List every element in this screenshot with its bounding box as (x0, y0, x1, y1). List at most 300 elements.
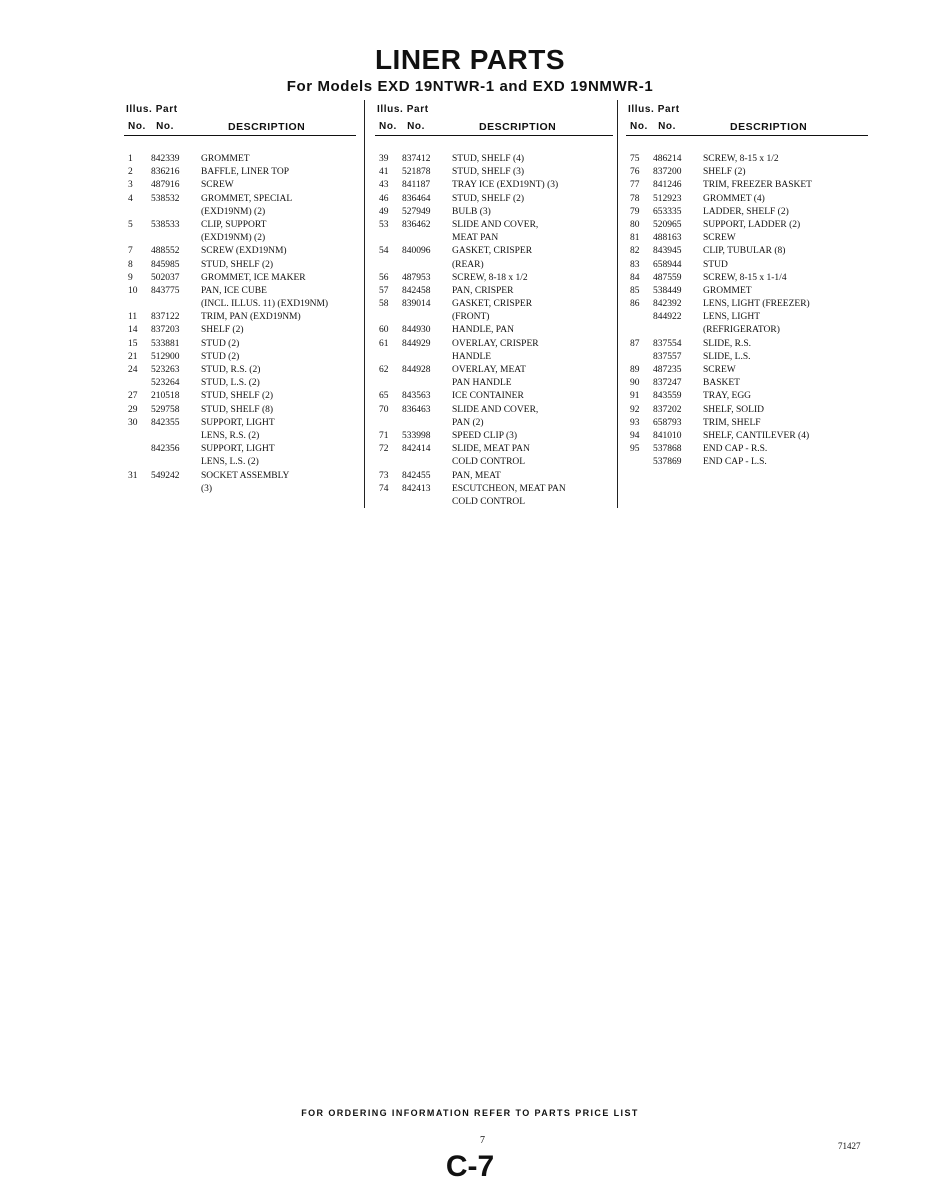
table-row (626, 364, 868, 377)
illus-number: 60 (379, 325, 389, 336)
part-description: (REAR) (452, 259, 484, 270)
part-number: 533998 (402, 430, 431, 441)
part-number: 538533 (151, 219, 180, 230)
part-number: 837247 (653, 378, 682, 389)
table-row (626, 443, 868, 456)
part-number: 487235 (653, 365, 682, 375)
part-description: CLIP, TUBULAR (8) (703, 246, 786, 257)
part-number: 529758 (151, 404, 180, 415)
part-number: 842339 (151, 154, 180, 164)
description-header: DESCRIPTION (228, 121, 306, 133)
part-number: 486214 (653, 154, 682, 164)
part-number: 488163 (653, 233, 682, 244)
table-row (375, 364, 613, 377)
illus-number: 78 (630, 193, 640, 204)
part-number: 839014 (402, 299, 431, 310)
part-number: 653335 (653, 206, 682, 217)
part-number: 837203 (151, 325, 180, 336)
part-description: (3) (201, 483, 213, 494)
table-row (375, 206, 613, 219)
ordering-note: FOR ORDERING INFORMATION REFER TO PARTS PRICE LIST (301, 1108, 639, 1118)
illus-number: 81 (630, 233, 640, 244)
part-description: (EXD19NM) (2) (201, 206, 266, 217)
parts-list (626, 153, 868, 470)
part-description: PAN (2) (452, 417, 484, 428)
part-number: 533881 (151, 338, 180, 349)
part-number: 844930 (402, 325, 431, 336)
part-description: TRIM, FREEZER BASKET (703, 180, 812, 191)
illus-number: 73 (379, 470, 389, 481)
table-row (124, 193, 356, 206)
table-row (124, 245, 356, 258)
part-number: 521878 (402, 167, 431, 178)
illus-number: 53 (379, 219, 389, 230)
table-row (626, 259, 868, 272)
part-number: 842392 (653, 299, 682, 310)
illus-number: 91 (630, 391, 640, 402)
part-number: 537868 (653, 444, 682, 455)
part-description: STUD, L.S. (2) (201, 378, 260, 389)
part-number: 549242 (151, 470, 180, 481)
part-description: (FRONT) (452, 312, 490, 323)
table-row (375, 179, 613, 192)
part-description: MEAT PAN (452, 233, 499, 244)
table-row (375, 232, 613, 245)
column-divider (617, 100, 618, 508)
part-number: 537869 (653, 457, 682, 468)
part-number: 210518 (151, 391, 180, 402)
table-row (124, 324, 356, 337)
table-row (626, 219, 868, 232)
part-number: 842413 (402, 483, 431, 494)
illus-number: 10 (128, 285, 138, 296)
part-description: GROMMET (4) (703, 193, 765, 204)
part-description: SHELF (2) (201, 325, 244, 336)
part-number: 843775 (151, 285, 180, 296)
part-number: 842414 (402, 444, 431, 455)
illus-number: 76 (630, 167, 640, 178)
table-row (626, 430, 868, 443)
table-row (124, 443, 356, 456)
table-row (626, 179, 868, 192)
part-number: 512923 (653, 193, 682, 204)
part-description: LADDER, SHELF (2) (703, 206, 789, 217)
table-row (375, 404, 613, 417)
part-no-header: No. (156, 121, 174, 132)
parts-list (124, 153, 356, 496)
part-number: 836464 (402, 193, 431, 204)
illus-number: 56 (379, 272, 389, 283)
table-row (626, 232, 868, 245)
table-row (626, 351, 868, 364)
part-description: STUD, SHELF (8) (201, 404, 274, 415)
part-description: GROMMET, SPECIAL (201, 193, 293, 204)
part-number: 527949 (402, 206, 431, 217)
illus-number: 83 (630, 259, 640, 270)
page-title: LINER PARTS (374, 44, 566, 75)
part-description: GROMMET (201, 154, 250, 164)
part-number: 844929 (402, 338, 431, 349)
part-description: BASKET (703, 378, 740, 389)
illus-number: 95 (630, 444, 640, 455)
table-row (124, 285, 356, 298)
illus-number: 3 (128, 180, 133, 191)
part-number: 658793 (653, 417, 682, 428)
part-description: PAN, ICE CUBE (201, 285, 267, 296)
part-description: SCREW (703, 233, 736, 244)
table-row (626, 272, 868, 285)
part-description: PAN, CRISPER (452, 285, 514, 296)
part-description: COLD CONTROL (452, 457, 526, 468)
part-description: LENS, R.S. (2) (201, 430, 260, 441)
part-description: STUD, SHELF (3) (452, 167, 525, 178)
section-label: C-7 (445, 1150, 495, 1183)
table-row (626, 377, 868, 390)
part-description: (EXD19NM) (2) (201, 233, 266, 244)
part-number: 538532 (151, 193, 180, 204)
table-row (124, 483, 356, 496)
part-number: 840096 (402, 246, 431, 257)
illus-number: 77 (630, 180, 640, 191)
column-header (626, 101, 868, 136)
table-row (124, 272, 356, 285)
table-row (375, 377, 613, 390)
illus-number: 8 (128, 259, 133, 270)
illus-number: 43 (379, 180, 389, 191)
column-header (375, 101, 613, 136)
part-number: 836462 (402, 219, 431, 230)
part-number: 837122 (151, 312, 180, 323)
part-description: TRIM, SHELF (703, 417, 761, 428)
part-number: 845985 (151, 259, 180, 270)
illus-number: 65 (379, 391, 389, 402)
table-row (124, 153, 356, 166)
table-row (626, 390, 868, 403)
illus-number: 54 (379, 246, 389, 257)
illus-no-header: No. (379, 121, 397, 132)
table-row (124, 390, 356, 403)
table-row (375, 417, 613, 430)
part-description: BULB (3) (452, 206, 491, 217)
table-row (375, 496, 613, 509)
table-row (375, 483, 613, 496)
illus-number: 72 (379, 444, 389, 455)
table-row (124, 311, 356, 324)
table-row (626, 193, 868, 206)
table-row (626, 206, 868, 219)
part-number: 520965 (653, 219, 682, 230)
illus-header: Illus. (126, 104, 153, 115)
table-row (375, 166, 613, 179)
illus-number: 1 (128, 154, 133, 164)
table-row (124, 417, 356, 430)
table-row (375, 311, 613, 324)
illus-number: 82 (630, 246, 640, 257)
part-number: 837200 (653, 167, 682, 178)
part-description: SUPPORT, LIGHT (201, 417, 275, 428)
illus-no-header: No. (630, 121, 648, 132)
table-row (375, 298, 613, 311)
table-row (626, 338, 868, 351)
illus-number: 75 (630, 154, 640, 164)
illus-number: 14 (128, 325, 138, 336)
illus-number: 86 (630, 299, 640, 310)
part-no-header: No. (658, 121, 676, 132)
table-row (124, 404, 356, 417)
part-header: Part (406, 104, 429, 115)
table-row (375, 390, 613, 403)
parts-list (375, 153, 613, 509)
table-row (375, 470, 613, 483)
table-row (375, 153, 613, 166)
part-description: LENS, L.S. (2) (201, 457, 259, 468)
illus-header: Illus. (628, 104, 655, 115)
part-description: STUD, SHELF (2) (452, 193, 525, 204)
part-number: 658944 (653, 259, 682, 270)
part-description: HANDLE (452, 351, 492, 362)
part-description: TRIM, PAN (EXD19NM) (201, 312, 301, 323)
part-description: TRAY, EGG (703, 391, 752, 402)
part-description: SUPPORT, LIGHT (201, 444, 275, 455)
part-description: SUPPORT, LADDER (2) (703, 219, 801, 230)
part-number: 837412 (402, 154, 431, 164)
table-row (124, 470, 356, 483)
table-row (626, 245, 868, 258)
part-number: 512900 (151, 351, 180, 362)
illus-number: 84 (630, 272, 640, 283)
part-description: END CAP - L.S. (703, 457, 767, 468)
illus-number: 39 (379, 154, 389, 164)
illus-number: 49 (379, 206, 389, 217)
part-description: CLIP, SUPPORT (201, 219, 267, 230)
table-row (375, 272, 613, 285)
table-row (375, 324, 613, 337)
table-row (124, 259, 356, 272)
table-row (626, 404, 868, 417)
part-number: 523264 (151, 378, 180, 389)
part-description: SCREW, 8-18 x 1/2 (452, 272, 528, 283)
illus-number: 5 (128, 219, 133, 230)
part-number: 842455 (402, 470, 431, 481)
part-number: 843559 (653, 391, 682, 402)
table-row (375, 351, 613, 364)
column-header (124, 101, 356, 136)
parts-column-3 (626, 101, 868, 470)
illus-number: 24 (128, 365, 138, 375)
illus-number: 58 (379, 299, 389, 310)
illus-number: 90 (630, 378, 640, 389)
illus-number: 9 (128, 272, 133, 283)
part-number: 836463 (402, 404, 431, 415)
table-row (375, 285, 613, 298)
table-row (375, 338, 613, 351)
table-row (124, 206, 356, 219)
illus-number: 27 (128, 391, 138, 402)
table-row (375, 219, 613, 232)
table-row (124, 232, 356, 245)
part-description: (REFRIGERATOR) (703, 325, 780, 336)
table-row (626, 285, 868, 298)
part-description: PAN HANDLE (452, 378, 512, 389)
part-description: (INCL. ILLUS. 11) (EXD19NM) (201, 299, 329, 310)
table-row (124, 219, 356, 232)
part-description: GROMMET (703, 285, 752, 296)
part-description: TRAY ICE (EXD19NT) (3) (452, 180, 559, 191)
part-description: LENS, LIGHT (703, 312, 760, 323)
description-header: DESCRIPTION (730, 121, 808, 133)
illus-header: Illus. (377, 104, 404, 115)
part-description: LENS, LIGHT (FREEZER) (703, 299, 810, 310)
table-row (124, 298, 356, 311)
part-description: STUD, SHELF (2) (201, 259, 274, 270)
table-row (124, 377, 356, 390)
part-description: ESCUTCHEON, MEAT PAN (452, 483, 566, 494)
page-subtitle: For Models EXD 19NTWR-1 and EXD 19NMWR-1 (286, 78, 654, 95)
illus-number: 89 (630, 365, 640, 375)
part-header: Part (155, 104, 178, 115)
table-row (626, 298, 868, 311)
part-number: 837554 (653, 338, 682, 349)
illus-number: 80 (630, 219, 640, 230)
part-number: 523263 (151, 365, 180, 375)
illus-number: 11 (128, 312, 138, 323)
page-number: 7 (480, 1135, 485, 1146)
table-row (375, 443, 613, 456)
part-description: SCREW (EXD19NM) (201, 246, 287, 257)
illus-number: 94 (630, 430, 640, 441)
part-header: Part (657, 104, 680, 115)
part-description: STUD, SHELF (2) (201, 391, 274, 402)
part-description: SLIDE, L.S. (703, 351, 751, 362)
part-number: 843563 (402, 391, 431, 402)
illus-number: 61 (379, 338, 389, 349)
part-description: STUD, R.S. (2) (201, 365, 261, 375)
part-description: SLIDE AND COVER, (452, 219, 539, 230)
illus-number: 79 (630, 206, 640, 217)
part-number: 488552 (151, 246, 180, 257)
part-description: COLD CONTROL (452, 496, 526, 507)
part-description: HANDLE, PAN (452, 325, 514, 336)
illus-number: 31 (128, 470, 138, 481)
part-description: SCREW (201, 180, 234, 191)
part-number: 842458 (402, 285, 431, 296)
part-number: 487559 (653, 272, 682, 283)
part-description: END CAP - R.S. (703, 444, 768, 455)
illus-number: 29 (128, 404, 138, 415)
part-description: SLIDE AND COVER, (452, 404, 539, 415)
part-description: SOCKET ASSEMBLY (201, 470, 290, 481)
part-description: SHELF (2) (703, 167, 746, 178)
part-description: SHELF, SOLID (703, 404, 764, 415)
part-number: 837202 (653, 404, 682, 415)
illus-number: 87 (630, 338, 640, 349)
part-description: SPEED CLIP (3) (452, 430, 518, 441)
part-description: SLIDE, MEAT PAN (452, 444, 530, 455)
table-row (124, 456, 356, 469)
illus-number: 85 (630, 285, 640, 296)
table-row (124, 338, 356, 351)
description-header: DESCRIPTION (479, 121, 557, 133)
part-number: 836216 (151, 167, 180, 178)
part-number: 841010 (653, 430, 682, 441)
part-description: SCREW, 8-15 x 1-1/4 (703, 272, 787, 283)
illus-number: 2 (128, 167, 133, 178)
illus-number: 4 (128, 193, 133, 204)
part-number: 842355 (151, 417, 180, 428)
table-row (124, 166, 356, 179)
parts-column-1 (124, 101, 356, 496)
table-row (124, 351, 356, 364)
table-row (626, 153, 868, 166)
illus-number: 93 (630, 417, 640, 428)
table-row (375, 456, 613, 469)
illus-number: 21 (128, 351, 138, 362)
document-code: 71427 (838, 1141, 861, 1151)
part-description: SHELF, CANTILEVER (4) (703, 430, 810, 441)
part-description: SCREW, 8-15 x 1/2 (703, 154, 779, 164)
illus-number: 41 (379, 167, 389, 178)
part-number: 843945 (653, 246, 682, 257)
table-row (375, 430, 613, 443)
part-description: OVERLAY, CRISPER (452, 338, 539, 349)
part-number: 487916 (151, 180, 180, 191)
part-description: OVERLAY, MEAT (452, 365, 526, 375)
illus-number: 70 (379, 404, 389, 415)
column-divider (364, 100, 365, 508)
part-description: STUD (703, 259, 728, 270)
table-row (124, 364, 356, 377)
illus-number: 62 (379, 365, 389, 375)
illus-number: 30 (128, 417, 138, 428)
table-row (626, 311, 868, 324)
part-description: GROMMET, ICE MAKER (201, 272, 306, 283)
table-row (375, 259, 613, 272)
part-description: BAFFLE, LINER TOP (201, 167, 290, 178)
table-row (124, 430, 356, 443)
part-description: STUD (2) (201, 351, 240, 362)
illus-no-header: No. (128, 121, 146, 132)
part-number: 841246 (653, 180, 682, 191)
part-number: 841187 (402, 180, 431, 191)
part-no-header: No. (407, 121, 425, 132)
illus-number: 71 (379, 430, 389, 441)
part-number: 844928 (402, 365, 431, 375)
part-number: 502037 (151, 272, 180, 283)
table-row (626, 166, 868, 179)
part-description: PAN, MEAT (452, 470, 501, 481)
illus-number: 46 (379, 193, 389, 204)
part-description: ICE CONTAINER (452, 391, 524, 402)
table-row (626, 456, 868, 469)
part-description: SLIDE, R.S. (703, 338, 752, 349)
part-number: 844922 (653, 312, 682, 323)
illus-number: 57 (379, 285, 389, 296)
table-row (626, 324, 868, 337)
part-description: STUD, SHELF (4) (452, 154, 525, 164)
part-number: 487953 (402, 272, 431, 283)
table-row (626, 417, 868, 430)
illus-number: 7 (128, 246, 133, 257)
illus-number: 74 (379, 483, 389, 494)
part-number: 842356 (151, 444, 180, 455)
part-number: 837557 (653, 351, 682, 362)
table-row (124, 179, 356, 192)
part-description: STUD (2) (201, 338, 240, 349)
part-number: 538449 (653, 285, 682, 296)
table-row (375, 193, 613, 206)
part-description: GASKET, CRISPER (452, 299, 533, 310)
table-row (375, 245, 613, 258)
